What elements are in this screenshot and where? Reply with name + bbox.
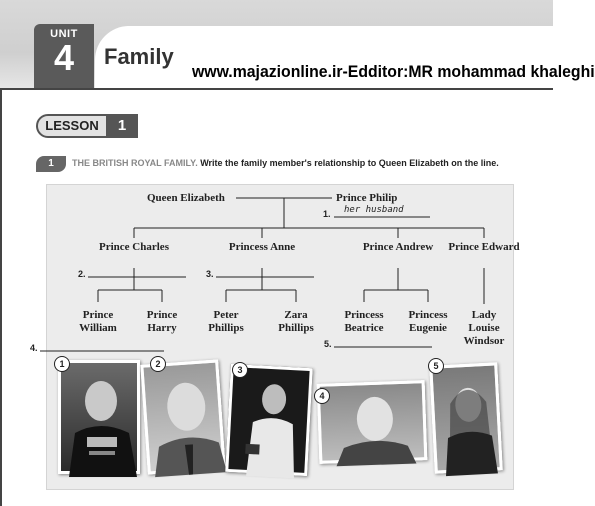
portrait-prince-charles-photo bbox=[140, 359, 225, 474]
exercise-heading: THE BRITISH ROYAL FAMILY. bbox=[72, 158, 198, 168]
name-queen-elizabeth: Queen Elizabeth bbox=[147, 192, 225, 204]
watermark-text: www.majazionline.ir-Edditor:MR mohammad khaleghi bbox=[192, 62, 595, 81]
blank-2-number: 2. bbox=[78, 269, 86, 279]
blank-3-number: 3. bbox=[206, 269, 214, 279]
name-prince-andrew: Prince Andrew bbox=[362, 241, 434, 253]
lesson-number: 1 bbox=[106, 114, 138, 138]
name-princess-beatrice: Princess Beatrice bbox=[344, 309, 384, 334]
unit-label: UNIT bbox=[50, 28, 78, 40]
portrait-prince-william-photo bbox=[317, 380, 428, 464]
name-princess-anne: Princess Anne bbox=[228, 241, 296, 253]
name-zara-phillips: Zara Phillips bbox=[278, 309, 314, 334]
portrait-prince-philip-photo bbox=[58, 360, 140, 474]
name-prince-charles: Prince Charles bbox=[99, 241, 169, 253]
name-lady-louise-windsor: Lady Louise Windsor bbox=[463, 309, 505, 347]
princess-beatrice-figure bbox=[432, 365, 506, 476]
name-prince-william: Prince William bbox=[79, 309, 117, 334]
photo-2-badge: 2 bbox=[150, 356, 166, 372]
blank-1-number: 1. bbox=[323, 209, 331, 219]
photo-4-badge: 4 bbox=[314, 388, 330, 404]
unit-title: Family bbox=[104, 44, 174, 69]
prince-philip-figure bbox=[61, 363, 143, 477]
portrait-princess-beatrice-photo bbox=[429, 362, 503, 473]
name-prince-harry: Prince Harry bbox=[146, 309, 178, 334]
exercise-text: Write the family member's relationship to Queen Elizabeth on the line. bbox=[200, 158, 499, 168]
blank-1-answer[interactable]: her husband bbox=[344, 205, 404, 215]
photo-1-badge: 1 bbox=[54, 356, 70, 372]
name-prince-philip: Prince Philip bbox=[336, 192, 398, 204]
prince-charles-figure bbox=[143, 362, 228, 477]
name-prince-edward: Prince Edward bbox=[448, 241, 520, 253]
princess-anne-figure bbox=[228, 367, 316, 479]
lesson-label: LESSON bbox=[36, 114, 108, 138]
blank-5-number: 5. bbox=[324, 339, 332, 349]
blank-4-number: 4. bbox=[30, 343, 38, 353]
exercise-number: 1 bbox=[36, 156, 66, 172]
unit-number: 4 bbox=[53, 37, 75, 78]
name-princess-eugenie: Princess Eugenie bbox=[408, 309, 448, 334]
portrait-princess-anne-photo bbox=[225, 364, 313, 476]
prince-william-figure bbox=[320, 383, 431, 467]
photo-3-badge: 3 bbox=[232, 362, 248, 378]
photo-5-badge: 5 bbox=[428, 358, 444, 374]
name-peter-phillips: Peter Phillips bbox=[208, 309, 244, 334]
